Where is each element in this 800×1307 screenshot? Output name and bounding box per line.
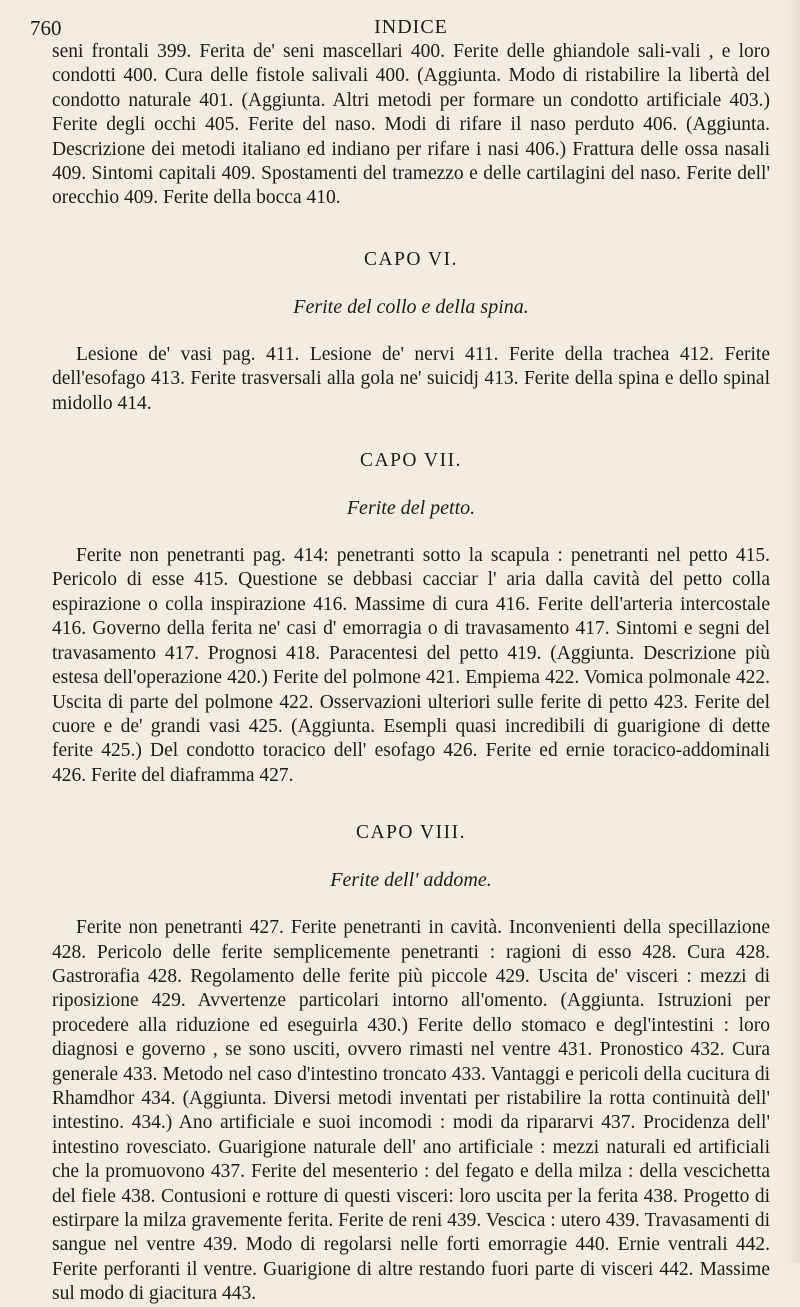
page-edge-shadow bbox=[786, 0, 800, 1263]
chapter-text: Lesione de' vasi pag. 411. Lesione de' nervi 411. Ferite della trachea 412. Ferite dell'esofago 413. Ferite trasversali alla gola ne' suicidj 413. Ferite della spina e dello spinal midollo 414. bbox=[52, 343, 770, 414]
running-title: INDICE bbox=[374, 16, 448, 38]
chapter-title: Ferite del collo e della spina. bbox=[293, 295, 529, 318]
chapter-heading: CAPO VIII. bbox=[356, 822, 466, 844]
chapter-title: Ferite del petto. bbox=[346, 497, 476, 520]
intro-paragraph: seni frontali 399. Ferita de' seni mascellari 400. Ferite delle ghiandole sali-vali , e loro condotti 400. Cura delle fistole salivali 400. (Aggiunta. Modo di ristabilire la libertà del condotto naturale 401. (Aggiunta. Altri metodi per formare un condotto artificiale 403.) Ferite degli occhi 405. Ferite del naso. Modi di rifare il naso perduto 406. (Aggiunta. Descrizione dei metodi italiano ed indiano per rifare i nasi 406.) Frattura delle ossa nasali 409. Sintomi capitali 409. Spostamenti del tramezzo e delle cartilagini del naso. Ferite dell' orecchio 409. Ferite della bocca 410. bbox=[52, 41, 770, 209]
page-header bbox=[30, 14, 770, 40]
chapter-text: Ferite non penetranti 427. Ferite penetranti in cavità. Inconvenienti della specillazione 428. Pericolo delle ferite semplicemente penetranti : ragioni di esso 428. Cura 428. Gastrorafia 428. Regolamento delle ferite più piccole 429. Uscita de' visceri : mezzi di riposizione 429. Avvertenze particolari intorno all'omento. (Aggiunta. Istruzioni per procedere alla riduzione ed eseguirla 430.) Ferite dello stomaco e degl'intestini : loro diagnosi e governo , se sono usciti, ovvero rimasti nel ventre 431. Pronostico 432. Cura generale 433. Metodo nel caso d'intestino troncato 433. Vantaggi e pericoli della cucitura di Rhamdhor 434. (Aggiunta. Diversi metodi inventati per ristabilire la rotta continuità dell' intestino. 434.) Ano artificiale e suoi incomodi : modi da ripararvi 437. Procidenza dell' intestino rovesciato. Guarigione naturale dell' ano artificiale : mezzi naturali ed artificiali che la promuovono 437. Ferite del mesenterio : del fegato e della milza : della vescichetta del fiele 438. Contusioni e rotture di questi visceri: loro uscita per la ferita 438. Progetto di estirpare la milza gravemente ferita. Ferite de reni 439. Vescica : utero 439. Travasamenti di sangue nel ventre 439. Modo di regolarsi nelle forti emorragie 440. Ernie ventrali 442. Ferite perforanti il ventre. Guarigione di altre restando fuori parte di visceri 442. Massime sul modo di giacitura 443. bbox=[52, 917, 770, 1305]
chapter-6 bbox=[52, 249, 770, 416]
chapter-8 bbox=[52, 822, 770, 1307]
chapter-title: Ferite dell' addome. bbox=[330, 869, 492, 892]
page-number: 760 bbox=[30, 16, 62, 40]
chapter-heading: CAPO VII. bbox=[360, 450, 462, 472]
chapter-7 bbox=[52, 450, 770, 788]
chapter-heading: CAPO VI. bbox=[364, 248, 458, 270]
chapter-text: Ferite non penetranti pag. 414: penetranti sotto la scapula : penetranti nel petto 415. Pericolo di esse 415. Questione se debbasi cacciar l' aria dalla cavità del petto colla espirazione o colla inspirazione 416. Massime di cura 416. Ferite dell'arteria intercostale 416. Governo della ferita ne' casi d' emorragia o di travasamento 417. Sintomi e segni del travasamento 417. Prognosi 418. Paracentesi del petto 419. (Aggiunta. Descrizione più estesa dell'operazione 420.) Ferite del polmone 421. Empiema 422. Vomica polmonale 422. Uscita di parte del polmone 422. Osservazioni ulteriori sulle ferite di petto 423. Ferite del cuore e de' grandi vasi 425. (Aggiunta. Esempli quasi incredibili di guarigione di dette ferite 425.) Del condotto toracico dell' esofago 426. Ferite ed ernie toracico-addominali 426. Ferite del diaframma 427. bbox=[52, 545, 770, 786]
